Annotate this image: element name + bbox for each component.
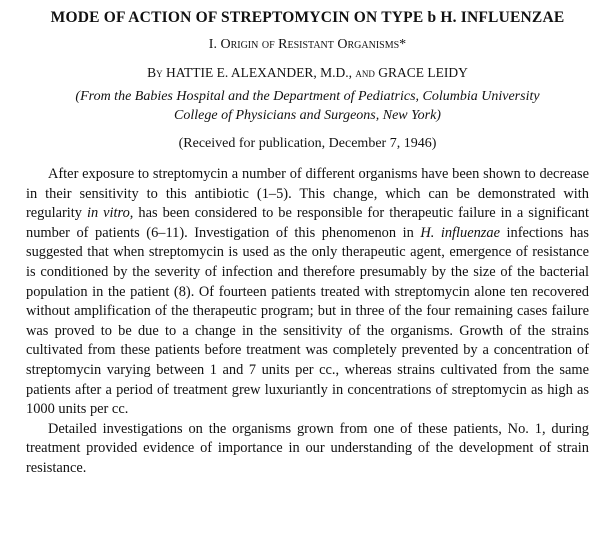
paragraph-1-part-a: After exposure to streptomycin a number of different organisms have been shown to decrease in their sensitivity to this antibiotic (1–5). This change, which can be demonstrated with regularity xyxy=(26,166,589,222)
authors-and: and xyxy=(355,65,375,80)
article-subtitle: I. Origin of Resistant Organisms* xyxy=(208,37,407,52)
authors-prefix: By xyxy=(147,65,163,80)
paragraph-1 xyxy=(26,165,589,420)
article-body xyxy=(26,165,589,479)
paragraph-1-part-b: , has been considered to be responsible for therapeutic failure in a significant number of patients (6–11). Investigation of this phenomenon in xyxy=(26,205,589,241)
organism-name: H. influenzae xyxy=(420,224,500,241)
article-title: MODE OF ACTION OF STREPTOMYCIN ON TYPE b H. INFLUENZAE xyxy=(50,9,565,26)
affiliation-line-1: (From the Babies Hospital and the Department of Pediatrics, Columbia University xyxy=(75,89,540,104)
affiliation xyxy=(26,87,589,125)
affiliation-line-2: College of Physicians and Surgeons, New York) xyxy=(174,108,441,123)
paragraph-1-part-c: infections has suggested that when streptomycin is used as the only therapeutic agent, emergence of resistance is conditioned by the severity of infection and therefore presumably by the size of the bacterial population in the patient (8). Of fourteen patients treated with streptomycin alone ten recovered without amplification of the therapeutic program; but in three of the four remaining cases failure was proved to be due to a change in the sensitivity of the organisms. Growth of the strains cultivated from these patients before treatment was completely prevented by a concentration of streptomycin varying between 1 and 7 units per cc., whereas strains cultivated from the same patients after a period of treatment grew luxuriantly in concentrations of streptomycin as high as 1000 units per cc. xyxy=(26,224,589,418)
author-line xyxy=(26,64,589,82)
paragraph-2: Detailed investigations on the organisms grown from one of these patients, No. 1, during treatment provided evidence of importance in our understanding of the development of strain resistance. xyxy=(26,420,589,476)
author-2: GRACE LEIDY xyxy=(378,65,468,80)
in-vitro-term: in vitro xyxy=(86,205,130,222)
author-1: HATTIE E. ALEXANDER, M.D., xyxy=(166,65,352,80)
received-date: (Received for publication, December 7, 1946) xyxy=(178,136,437,151)
